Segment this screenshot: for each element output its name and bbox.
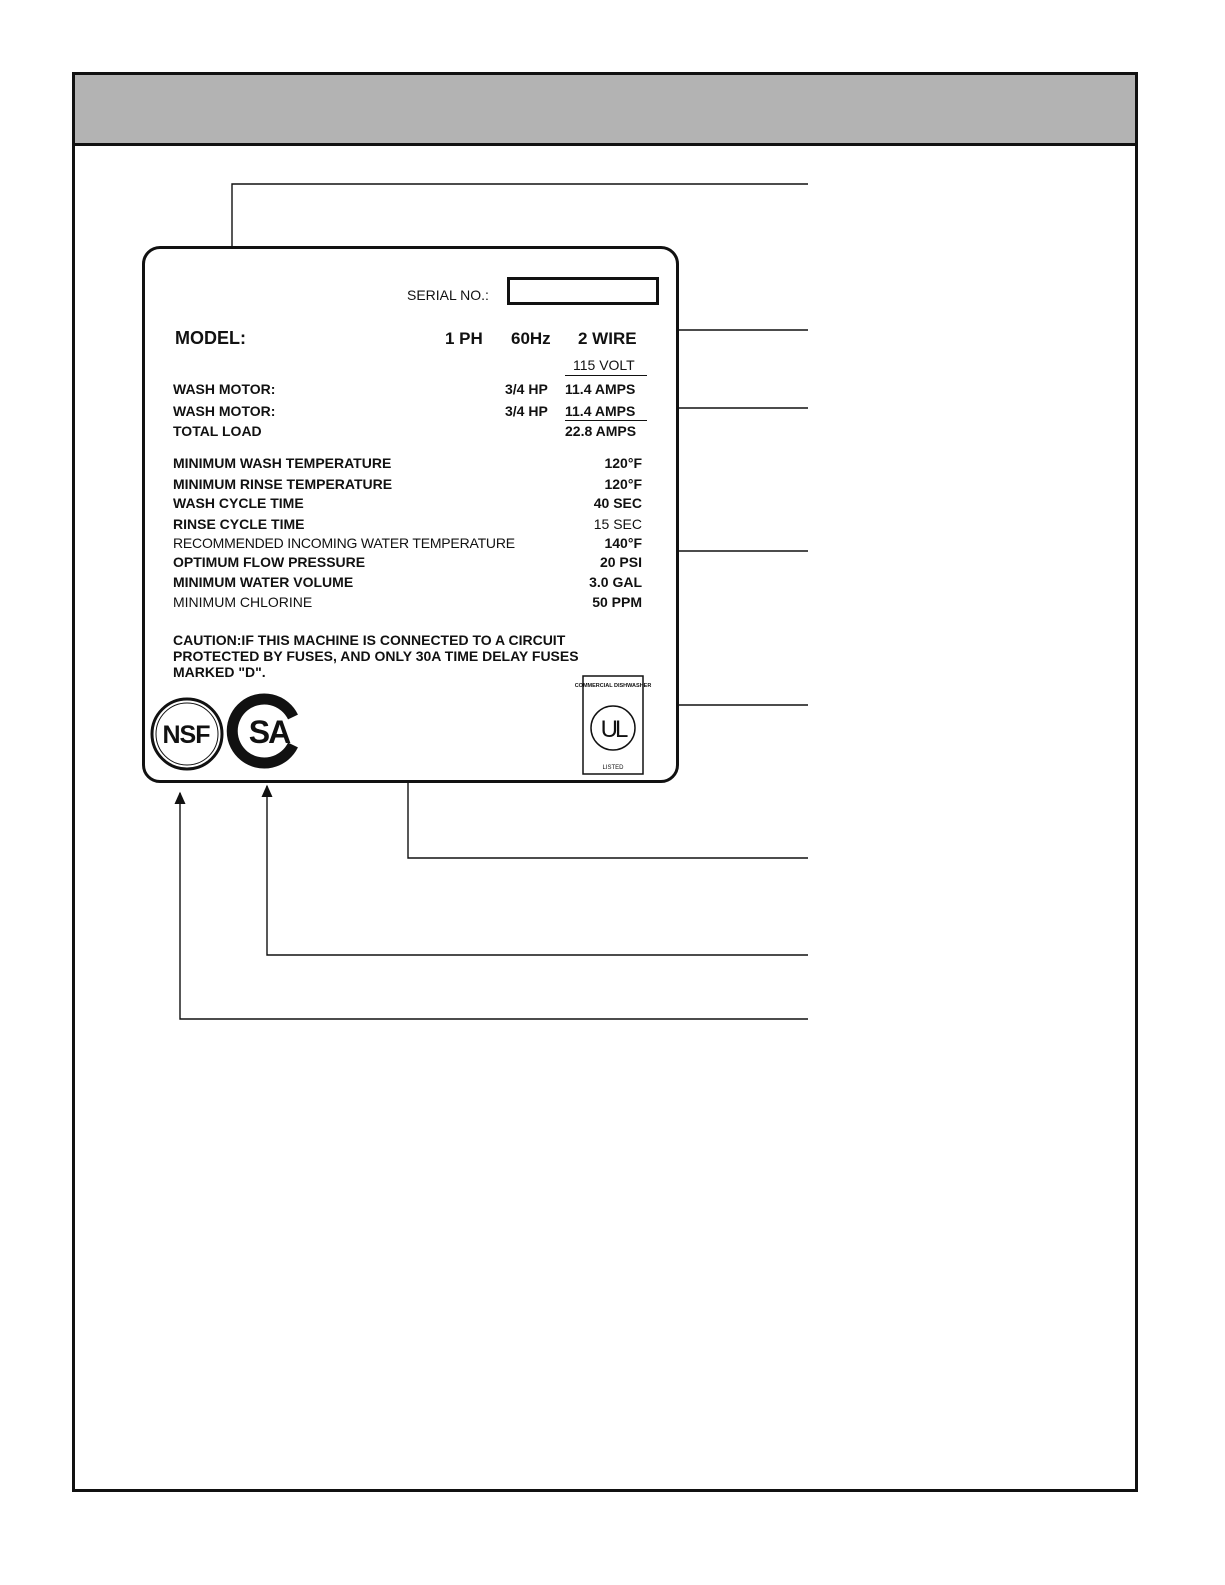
spec-value: 3.0 GAL xyxy=(589,574,642,590)
row-value: 11.4 AMPS xyxy=(565,403,636,419)
row-value: 11.4 AMPS xyxy=(565,381,636,397)
rating-plate xyxy=(142,246,679,783)
caution-line: PROTECTED BY FUSES, AND ONLY 30A TIME DELAY FUSES xyxy=(173,648,579,664)
spec-label: RECOMMENDED INCOMING WATER TEMPERATURE xyxy=(173,535,515,551)
nsf-text: NSF xyxy=(162,721,210,749)
voltage-underline xyxy=(565,375,647,376)
model-label: MODEL: xyxy=(175,328,246,348)
nsf-logo xyxy=(149,696,225,772)
row-hp: 3/4 HP xyxy=(505,403,548,419)
row-hp: 3/4 HP xyxy=(505,381,548,397)
csa-text: SA xyxy=(248,714,290,750)
spec-label: MINIMUM WATER VOLUME xyxy=(173,574,354,590)
ul-mark-text: UL xyxy=(600,716,626,743)
spec-value: 15 SEC xyxy=(593,516,642,532)
row-value: 22.8 AMPS xyxy=(565,423,637,439)
serial-label: SERIAL NO.: xyxy=(407,287,489,303)
row-label: WASH MOTOR: xyxy=(173,403,276,419)
amps-underline xyxy=(565,420,647,421)
callout-csa xyxy=(267,786,808,955)
row-label: TOTAL LOAD xyxy=(173,423,262,439)
spec-label: OPTIMUM FLOW PRESSURE xyxy=(173,554,366,570)
voltage: 115 VOLT xyxy=(573,357,635,373)
spec-label: MINIMUM RINSE TEMPERATURE xyxy=(173,476,393,492)
caution-line: CAUTION:IF THIS MACHINE IS CONNECTED TO A CIRCUIT xyxy=(173,632,566,648)
spec-label: MINIMUM WASH TEMPERATURE xyxy=(173,455,392,471)
wire: 2 WIRE xyxy=(578,329,637,348)
spec-value: 120°F xyxy=(604,476,642,492)
spec-value: 40 SEC xyxy=(593,495,642,511)
callout-nsf xyxy=(180,793,808,1019)
spec-label: RINSE CYCLE TIME xyxy=(173,516,305,532)
caution-line: MARKED "D". xyxy=(173,664,266,680)
spec-value: 50 PPM xyxy=(592,594,642,610)
spec-value: 120°F xyxy=(604,455,642,471)
spec-label: WASH CYCLE TIME xyxy=(173,495,304,511)
csa-logo xyxy=(227,693,303,769)
phase: 1 PH xyxy=(445,329,483,348)
serial-number-box xyxy=(507,277,659,305)
ul-top-text: COMMERCIAL DISHWASHER xyxy=(574,683,652,689)
ul-logo xyxy=(574,675,652,775)
spec-value: 140°F xyxy=(604,535,642,551)
frequency: 60Hz xyxy=(511,329,551,348)
spec-label: MINIMUM CHLORINE xyxy=(173,594,313,610)
row-label: WASH MOTOR: xyxy=(173,381,276,397)
spec-value: 20 PSI xyxy=(599,554,642,570)
ul-bottom-text: LISTED xyxy=(602,765,624,771)
